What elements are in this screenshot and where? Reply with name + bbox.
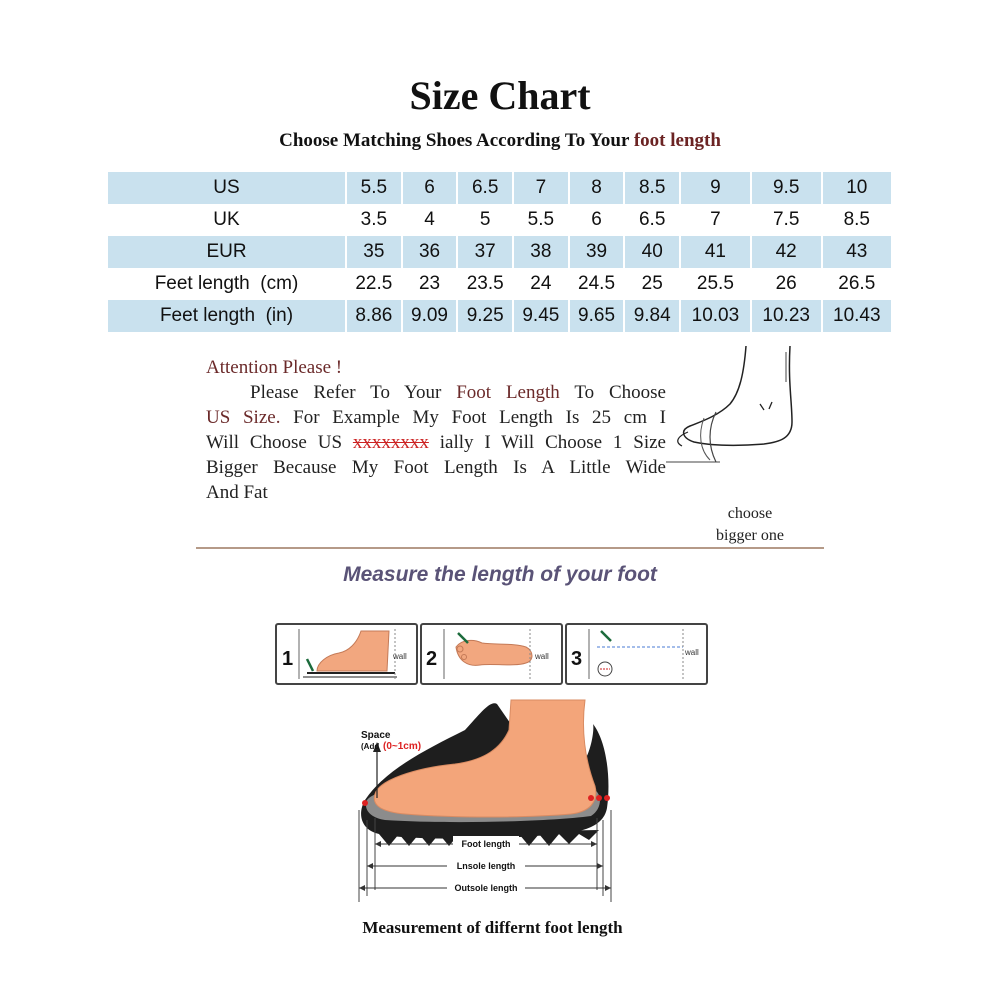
foot-length-label: Foot length — [461, 839, 511, 849]
table-cell: 10.03 — [680, 300, 751, 332]
foot-sketch-icon — [660, 342, 800, 472]
table-cell: 8.5 — [843, 209, 870, 230]
table-cell: 35 — [346, 236, 402, 268]
attention-line-5: And Fat — [206, 482, 268, 503]
attention-line-1-c: To Choose — [559, 382, 666, 403]
table-row — [108, 300, 891, 332]
table-cell: 6.5 — [624, 204, 680, 236]
table-cell: 8 — [569, 172, 625, 204]
step-1-box — [275, 623, 418, 685]
table-cell: 6 — [402, 172, 458, 204]
table-cell: 40 — [624, 236, 680, 268]
attention-note — [206, 355, 666, 505]
table-cell: 37 — [457, 236, 513, 268]
step-3-box — [565, 623, 708, 685]
table-cell: 8.86 — [346, 300, 402, 332]
measure-heading: Measure the length of your foot — [343, 563, 657, 586]
table-cell: 9.45 — [513, 300, 569, 332]
choose-note-line-1: choose — [727, 505, 773, 522]
table-cell: 22.5 — [346, 268, 402, 300]
insole-length-label: Lnsole length — [456, 861, 516, 871]
table-cell: 9 — [680, 172, 751, 204]
table-row — [108, 268, 891, 300]
choose-note-line-2: bigger one — [716, 527, 784, 544]
choose-bigger-note — [695, 503, 805, 547]
table-cell: 5.5 — [513, 204, 569, 236]
table-cell: 9.25 — [457, 300, 513, 332]
row-label: Feet length (cm) — [108, 268, 346, 300]
table-cell: 7.5 — [751, 204, 822, 236]
space-sub-label-b: (0~1cm) — [383, 741, 422, 752]
size-chart-table — [108, 172, 891, 332]
table-cell: 9.84 — [624, 300, 680, 332]
table-row — [108, 204, 891, 236]
attention-line-2-a: US Size. — [206, 407, 281, 428]
table-cell: 39 — [569, 236, 625, 268]
table-cell: 9.5 — [751, 172, 822, 204]
step-2-number: 2 — [426, 648, 438, 670]
table-row — [108, 236, 891, 268]
step-3-illustration — [567, 625, 706, 683]
subtitle-highlight: foot length — [633, 130, 721, 151]
section-divider — [196, 547, 824, 549]
size-chart-body — [108, 172, 891, 332]
table-cell: 7 — [513, 172, 569, 204]
table-cell: 6.5 — [457, 172, 513, 204]
step-3-number: 3 — [571, 648, 583, 670]
table-cell: 8.5 — [624, 172, 680, 204]
outsole-length-label: Outsole length — [454, 883, 518, 893]
table-cell: 43 — [822, 236, 891, 268]
table-cell: 25 — [624, 268, 680, 300]
table-cell: 10.43 — [822, 300, 891, 332]
table-cell: 4 — [402, 204, 458, 236]
step-2-illustration — [422, 625, 561, 683]
attention-line-4: Bigger Because My Foot Length Is A Little Wide — [206, 457, 666, 478]
table-row — [108, 172, 891, 204]
table-cell: 5.5 — [346, 172, 402, 204]
attention-line-3-a: Will Choose US — [206, 432, 353, 453]
table-cell: 6 — [569, 204, 625, 236]
table-cell: 38 — [513, 236, 569, 268]
shoe-measurement-diagram — [345, 690, 630, 905]
subtitle-prefix: Choose Matching Shoes According To Your — [279, 130, 634, 151]
row-label: US — [108, 172, 346, 204]
attention-line-2-b: For Example My Foot Length Is 25 cm I — [280, 407, 666, 428]
table-cell: 25.5 — [680, 268, 751, 300]
table-cell: 36 — [402, 236, 458, 268]
table-cell: 23 — [402, 268, 458, 300]
attention-line-2 — [206, 405, 666, 430]
table-cell: 10.23 — [751, 300, 822, 332]
attention-line-1-a: Please Refer To Your — [250, 382, 457, 403]
attention-line-1 — [206, 380, 666, 405]
table-cell: 7 — [680, 204, 751, 236]
step-2-wall-label: wall — [535, 652, 549, 661]
table-cell: 5 — [457, 204, 513, 236]
table-cell: 3.5 — [346, 204, 402, 236]
step-2-box — [420, 623, 563, 685]
table-cell: 26 — [751, 268, 822, 300]
table-cell: 24 — [513, 268, 569, 300]
table-cell: 42 — [751, 236, 822, 268]
attention-line-3-c: ially I Will Choose 1 Size — [428, 432, 666, 453]
step-1-illustration — [277, 625, 416, 683]
table-cell: 23.5 — [457, 268, 513, 300]
table-cell: 10 — [822, 172, 891, 204]
attention-line-1-b: Foot Length — [456, 382, 560, 403]
step-1-number: 1 — [282, 648, 294, 670]
table-cell: 24.5 — [569, 268, 625, 300]
page-title: Size Chart — [409, 73, 591, 118]
step-1-wall-label: wall — [393, 652, 407, 661]
step-3-wall-label: wall — [685, 648, 699, 657]
table-cell: 41 — [680, 236, 751, 268]
space-sub-label-a: (Add — [361, 742, 380, 751]
attention-line-3-redacted: xxxxxxxx — [352, 432, 429, 453]
space-label: Space — [361, 730, 391, 741]
attention-heading: Attention Please ! — [206, 357, 343, 378]
table-cell: 26.5 — [838, 273, 876, 294]
attention-line-3 — [206, 430, 666, 455]
table-cell: 9.09 — [402, 300, 458, 332]
row-label: UK — [108, 204, 346, 236]
table-cell: 9.65 — [569, 300, 625, 332]
row-label: Feet length (in) — [108, 300, 346, 332]
bottom-caption: Measurement of differnt foot length — [362, 918, 623, 937]
row-label: EUR — [108, 236, 346, 268]
page-subtitle — [0, 130, 1000, 152]
